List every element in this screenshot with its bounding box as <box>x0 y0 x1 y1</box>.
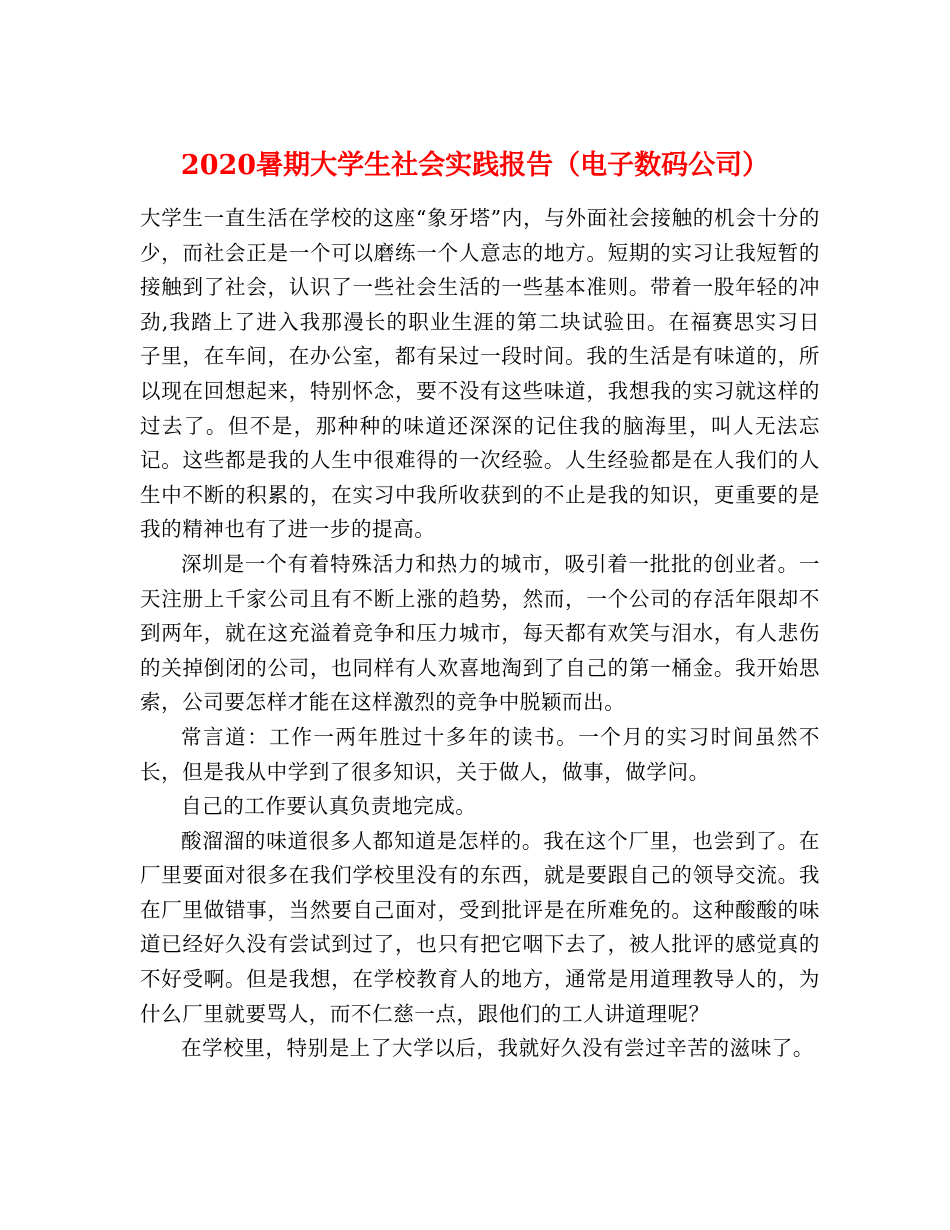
paragraph-4: 自己的工作要认真负责地完成。 <box>181 794 477 819</box>
paragraph-3: 常言道：工作一两年胜过十多年的读书。一个月的实习时间虽然不长，但是我从中学到了很多知识，关于做人，做事，做学问。 <box>140 724 820 784</box>
document-body <box>140 201 820 1066</box>
paragraph-6: 在学校里，特别是上了大学以后，我就好久没有尝过辛苦的滋味了。 <box>181 1036 814 1061</box>
paragraph-1: 大学生一直生活在学校的这座“象牙塔”内，与外面社会接触的机会十分的少，而社会正是一个可以磨练一个人意志的地方。短期的实习让我短暂的接触到了社会，认识了一些社会生活的一些基本准则。带着一股年轻的冲劲,我踏上了进入我那漫长的职业生涯的第二块试验田。在福赛思实习日子里，在车间，在办公室，都有呆过一段时间。我的生活是有味道的，所以现在回想起来，特别怀念，要不没有这些味道，我想我的实习就这样的过去了。但不是，那种种的味道还深深的记住我的脑海里，叫人无法忘记。这些都是我的人生中很难得的一次经验。人生经验都是在人我们的人生中不断的积累的，在实习中我所收获到的不止是我的知识，更重要的是我的精神也有了进一步的提高。 <box>140 206 820 542</box>
document-title: 2020暑期大学生社会实践报告（电子数码公司） <box>180 150 770 182</box>
paragraph-2: 深圳是一个有着特殊活力和热力的城市，吸引着一批批的创业者。一天注册上千家公司且有不断上涨的趋势，然而，一个公司的存活年限却不到两年，就在这充溢着竞争和压力城市，每天都有欢笑与泪水，有人悲伤的关掉倒闭的公司，也同样有人欢喜地淘到了自己的第一桶金。我开始思索，公司要怎样才能在这样激烈的竞争中脱颖而出。 <box>140 551 820 715</box>
paragraph-5: 酸溜溜的味道很多人都知道是怎样的。我在这个厂里，也尝到了。在厂里要面对很多在我们学校里没有的东西，就是要跟自己的领导交流。我在厂里做错事，当然要自己面对，受到批评是在所难免的。这种酸酸的味道已经好久没有尝试到过了，也只有把它咽下去了，被人批评的感觉真的不好受啊。但是我想，在学校教育人的地方，通常是用道理教导人的，为什么厂里就要骂人，而不仁慈一点，跟他们的工人讲道理呢？ <box>140 828 820 1026</box>
